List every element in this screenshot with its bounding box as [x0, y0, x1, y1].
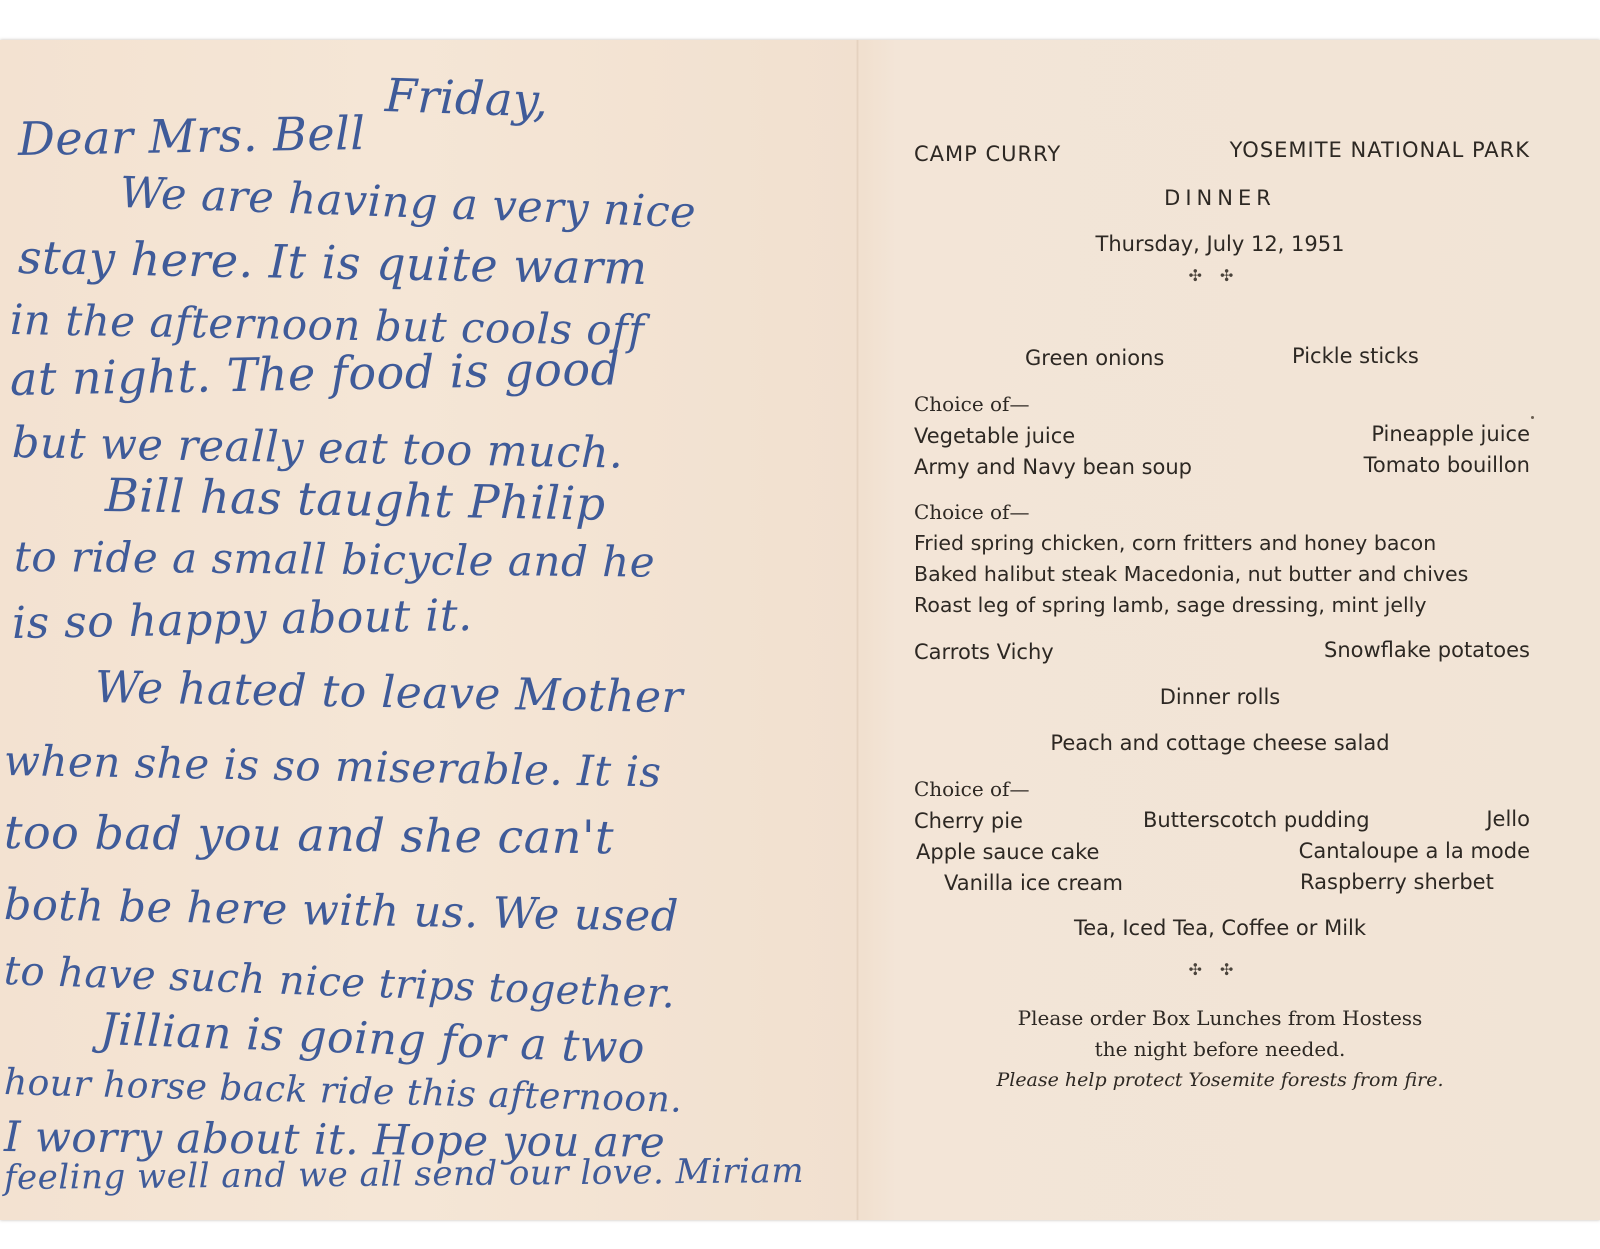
letter-line: when she is so miserable. It is — [3, 736, 662, 797]
dinner-menu — [900, 120, 1540, 1120]
starter-item: Tomato bouillon — [1363, 453, 1530, 477]
dessert-item: Butterscotch pudding — [1143, 808, 1370, 832]
box-lunch-note: Please order Box Lunches from Hostess — [1017, 1006, 1423, 1030]
relish-right: Pickle sticks — [1292, 344, 1419, 368]
entree-item: Fried spring chicken, corn fritters and honey bacon — [914, 531, 1437, 555]
dessert-item: Apple sauce cake — [916, 840, 1100, 864]
dessert-item: Vanilla ice cream — [944, 871, 1123, 895]
menu-date: Thursday, July 12, 1951 — [1095, 232, 1345, 256]
starter-item: Pineapple juice — [1371, 422, 1530, 446]
starter-item: Army and Navy bean soup — [914, 455, 1193, 479]
letter-day: Friday, — [384, 68, 550, 128]
letter-line: stay here. It is quite warm — [17, 230, 649, 295]
beverages: Tea, Iced Tea, Coffee or Milk — [1073, 916, 1367, 940]
letter-line: We hated to leave Mother — [94, 662, 684, 724]
menu-header-right: YOSEMITE NATIONAL PARK — [1229, 138, 1530, 162]
menu-meal-title: DINNER — [1164, 186, 1276, 210]
dessert-item: Raspberry sherbet — [1300, 870, 1494, 894]
letter-line: at night. The food is good — [9, 341, 621, 406]
letter-line: to have such nice trips together. — [3, 948, 677, 1018]
ornament: ✣✣ — [1188, 266, 1252, 285]
bread-item: Dinner rolls — [1159, 685, 1281, 709]
menu-header-left: CAMP CURRY — [914, 142, 1062, 166]
dessert-item: Cherry pie — [914, 809, 1023, 833]
center-fold — [856, 40, 859, 1220]
letter-salutation: Dear Mrs. Bell — [17, 105, 366, 166]
letter-line: but we really eat too much. — [11, 418, 624, 479]
choice-label: Choice of— — [914, 392, 1030, 416]
dessert-item: Cantaloupe a la mode — [1298, 839, 1530, 863]
letter-line: too bad you and she can't — [3, 805, 615, 865]
fire-notice: Please help protect Yosemite forests from fire. — [996, 1069, 1444, 1091]
letter-line: Bill has taught Philip — [104, 468, 607, 531]
ornament: ✣✣ — [1188, 960, 1252, 979]
letter-line: is so happy about it. — [11, 589, 473, 649]
letter-line: feeling well and we all send our love. Miriam — [3, 1151, 805, 1198]
letter-line: I worry about it. Hope you are — [3, 1112, 666, 1167]
letter-line: hour horse back ride this afternoon. — [3, 1062, 683, 1121]
side-item: Snowflake potatoes — [1324, 638, 1530, 662]
letter-line: Jillian is going for a two — [99, 1004, 646, 1075]
salad-item: Peach and cottage cheese salad — [1050, 731, 1390, 755]
letter-line: both be here with us. We used — [3, 880, 680, 942]
box-lunch-note: the night before needed. — [1094, 1037, 1346, 1061]
paper-speck — [1531, 416, 1534, 419]
starter-item: Vegetable juice — [914, 424, 1076, 448]
choice-label: Choice of— — [914, 777, 1030, 801]
choice-label: Choice of— — [914, 500, 1030, 524]
dessert-item: Jello — [1486, 807, 1530, 831]
letter-line: We are having a very nice — [119, 168, 697, 239]
entree-item: Baked halibut steak Macedonia, nut butter and chives — [914, 562, 1469, 586]
letter-line: in the afternoon but cools off — [9, 295, 645, 356]
entree-item: Roast leg of spring lamb, sage dressing, mint jelly — [914, 593, 1427, 617]
letter-line: to ride a small bicycle and he — [13, 532, 656, 587]
side-item: Carrots Vichy — [914, 640, 1054, 664]
relish-left: Green onions — [1025, 346, 1165, 370]
